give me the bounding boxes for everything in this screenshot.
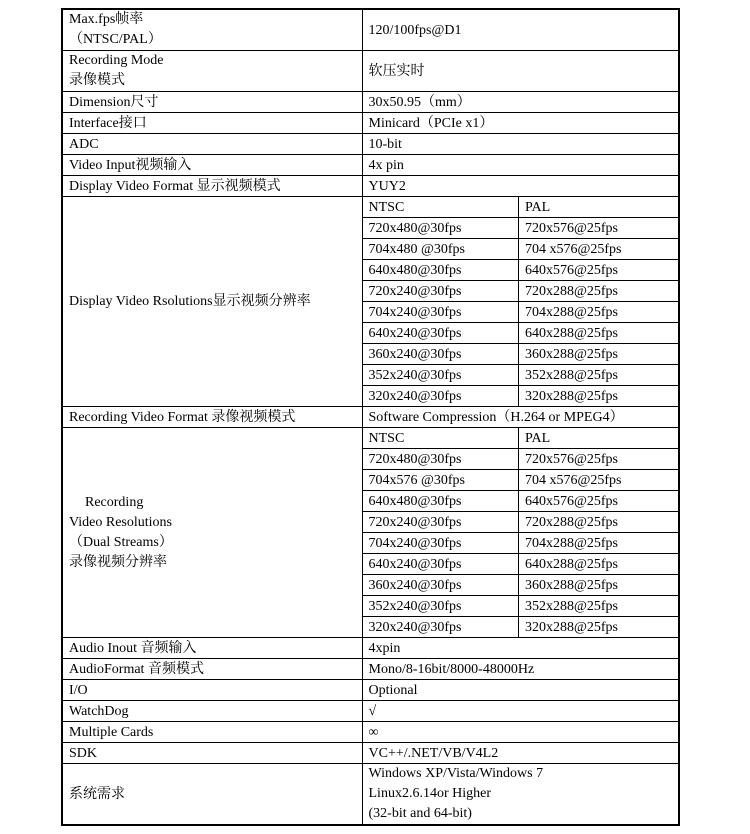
spec-value-sdk: VC++/.NET/VB/V4L2 — [362, 743, 679, 764]
column-header-ntsc: NTSC — [363, 197, 519, 218]
label-line: 录像模式 — [69, 73, 125, 88]
spec-value-recording-mode: 软压实时 — [362, 51, 679, 92]
spec-label-system-requirements: 系统需求 — [62, 764, 362, 826]
resolution-cell: 320x288@25fps — [519, 617, 680, 638]
spec-label-recording-mode — [62, 51, 362, 92]
resolution-cell: 704x288@25fps — [519, 533, 680, 554]
spec-value-io: Optional — [362, 680, 679, 701]
resolution-cell: 360x240@30fps — [363, 344, 519, 365]
spec-value-dimension: 30x50.95（mm） — [362, 92, 679, 113]
spec-label-adc: ADC — [62, 134, 362, 155]
table-row — [62, 9, 679, 51]
table-row — [62, 134, 679, 155]
label-line: 录像视频分辨率 — [69, 554, 167, 570]
resolution-cell: 720x240@30fps — [363, 281, 519, 302]
table-row — [62, 176, 679, 197]
value-line: Linux2.6.14or Higher — [368, 786, 491, 801]
resolution-cell: 640x288@25fps — [519, 323, 680, 344]
spec-label-sdk: SDK — [62, 743, 362, 764]
resolution-cell: 320x240@30fps — [363, 386, 519, 407]
table-row — [363, 428, 680, 449]
spec-table — [61, 8, 680, 826]
resolution-cell: 640x576@25fps — [519, 491, 680, 512]
resolution-cell: 640x480@30fps — [363, 491, 519, 512]
resolution-cell: 704x480 @30fps — [363, 239, 519, 260]
spec-label-display-resolutions: Display Video Rsolutions显示视频分辨率 — [62, 197, 362, 407]
table-row — [62, 764, 679, 826]
resolution-cell: 720x288@25fps — [519, 512, 680, 533]
resolution-cell: 720x240@30fps — [363, 512, 519, 533]
resolution-cell: 352x240@30fps — [363, 365, 519, 386]
column-header-pal: PAL — [519, 197, 680, 218]
resolution-cell: 360x240@30fps — [363, 575, 519, 596]
resolution-cell: 704x288@25fps — [519, 302, 680, 323]
table-row — [62, 659, 679, 680]
spec-value-display-video-format: YUY2 — [362, 176, 679, 197]
spec-label-interface: Interface接口 — [62, 113, 362, 134]
resolution-cell: 320x288@25fps — [519, 386, 680, 407]
spec-value-recording-video-format: Software Compression（H.264 or MPEG4） — [362, 407, 679, 428]
table-row — [363, 491, 680, 512]
table-row — [363, 323, 680, 344]
table-row — [62, 680, 679, 701]
label-line: Max.fps帧率 — [69, 12, 144, 27]
resolution-cell: 720x480@30fps — [363, 218, 519, 239]
spec-label-recording-resolutions — [62, 428, 362, 638]
table-row — [62, 407, 679, 428]
resolution-cell: 640x288@25fps — [519, 554, 680, 575]
resolution-cell: 640x576@25fps — [519, 260, 680, 281]
resolution-cell: 704 x576@25fps — [519, 470, 680, 491]
spec-value-multiple-cards: ∞ — [362, 722, 679, 743]
table-row — [62, 113, 679, 134]
table-row — [62, 638, 679, 659]
spec-label-watchdog: WatchDog — [62, 701, 362, 722]
label-line: （Dual Streams） — [69, 534, 173, 550]
spec-value-watchdog: √ — [362, 701, 679, 722]
spec-label-recording-video-format: Recording Video Format 录像视频模式 — [62, 407, 362, 428]
resolution-cell: 640x240@30fps — [363, 554, 519, 575]
table-row — [363, 512, 680, 533]
table-row — [363, 533, 680, 554]
spec-label-audio-input: Audio Inout 音频输入 — [62, 638, 362, 659]
column-header-pal: PAL — [519, 428, 680, 449]
spec-label-multiple-cards: Multiple Cards — [62, 722, 362, 743]
table-row — [363, 218, 680, 239]
resolution-cell: 352x288@25fps — [519, 365, 680, 386]
table-row — [363, 596, 680, 617]
spec-label-io: I/O — [62, 680, 362, 701]
resolution-cell: 352x288@25fps — [519, 596, 680, 617]
resolution-cell: 720x576@25fps — [519, 218, 680, 239]
table-row — [62, 701, 679, 722]
label-line: Video Resolutions — [69, 514, 172, 530]
label-line: （NTSC/PAL） — [69, 32, 162, 47]
table-row — [363, 197, 680, 218]
table-row — [363, 302, 680, 323]
display-resolutions-cell — [362, 197, 679, 407]
spec-label-video-input: Video Input视频输入 — [62, 155, 362, 176]
resolution-cell: 640x480@30fps — [363, 260, 519, 281]
resolution-cell: 352x240@30fps — [363, 596, 519, 617]
display-resolutions-table — [363, 197, 680, 406]
resolution-cell: 704x576 @30fps — [363, 470, 519, 491]
value-line: (32-bit and 64-bit) — [368, 806, 472, 821]
resolution-cell: 640x240@30fps — [363, 323, 519, 344]
table-row — [363, 386, 680, 407]
spec-label-max-fps — [62, 9, 362, 51]
table-row — [363, 554, 680, 575]
spec-label-audio-format: AudioFormat 音频模式 — [62, 659, 362, 680]
spec-value-video-input: 4x pin — [362, 155, 679, 176]
table-row — [62, 722, 679, 743]
table-row — [363, 449, 680, 470]
label-line: Recording Mode — [69, 53, 164, 68]
table-row — [62, 155, 679, 176]
recording-resolutions-table — [363, 428, 680, 637]
resolution-cell: 360x288@25fps — [519, 575, 680, 596]
table-row — [62, 92, 679, 113]
table-row — [363, 470, 680, 491]
table-row — [62, 428, 679, 638]
recording-resolutions-cell — [362, 428, 679, 638]
spec-value-system-requirements — [362, 764, 679, 826]
resolution-cell: 320x240@30fps — [363, 617, 519, 638]
table-row — [62, 197, 679, 407]
resolution-cell: 704x240@30fps — [363, 533, 519, 554]
value-line: Windows XP/Vista/Windows 7 — [368, 766, 544, 781]
spec-value-adc: 10-bit — [362, 134, 679, 155]
resolution-cell: 720x480@30fps — [363, 449, 519, 470]
table-row — [363, 365, 680, 386]
table-row — [363, 260, 680, 281]
table-row — [363, 617, 680, 638]
table-row — [62, 51, 679, 92]
resolution-cell: 720x576@25fps — [519, 449, 680, 470]
table-row — [363, 344, 680, 365]
resolution-cell: 360x288@25fps — [519, 344, 680, 365]
spec-value-max-fps: 120/100fps@D1 — [362, 9, 679, 51]
resolution-cell: 720x288@25fps — [519, 281, 680, 302]
spec-value-interface: Minicard（PCIe x1） — [362, 113, 679, 134]
resolution-cell: 704x240@30fps — [363, 302, 519, 323]
spec-value-audio-input: 4xpin — [362, 638, 679, 659]
table-row — [62, 743, 679, 764]
resolution-cell: 704 x576@25fps — [519, 239, 680, 260]
column-header-ntsc: NTSC — [363, 428, 519, 449]
spec-label-dimension: Dimension尺寸 — [62, 92, 362, 113]
table-row — [363, 281, 680, 302]
table-row — [363, 575, 680, 596]
spec-value-audio-format: Mono/8-16bit/8000-48000Hz — [362, 659, 679, 680]
spec-label-display-video-format: Display Video Format 显示视频模式 — [62, 176, 362, 197]
table-row — [363, 239, 680, 260]
label-line: Recording — [85, 494, 144, 510]
